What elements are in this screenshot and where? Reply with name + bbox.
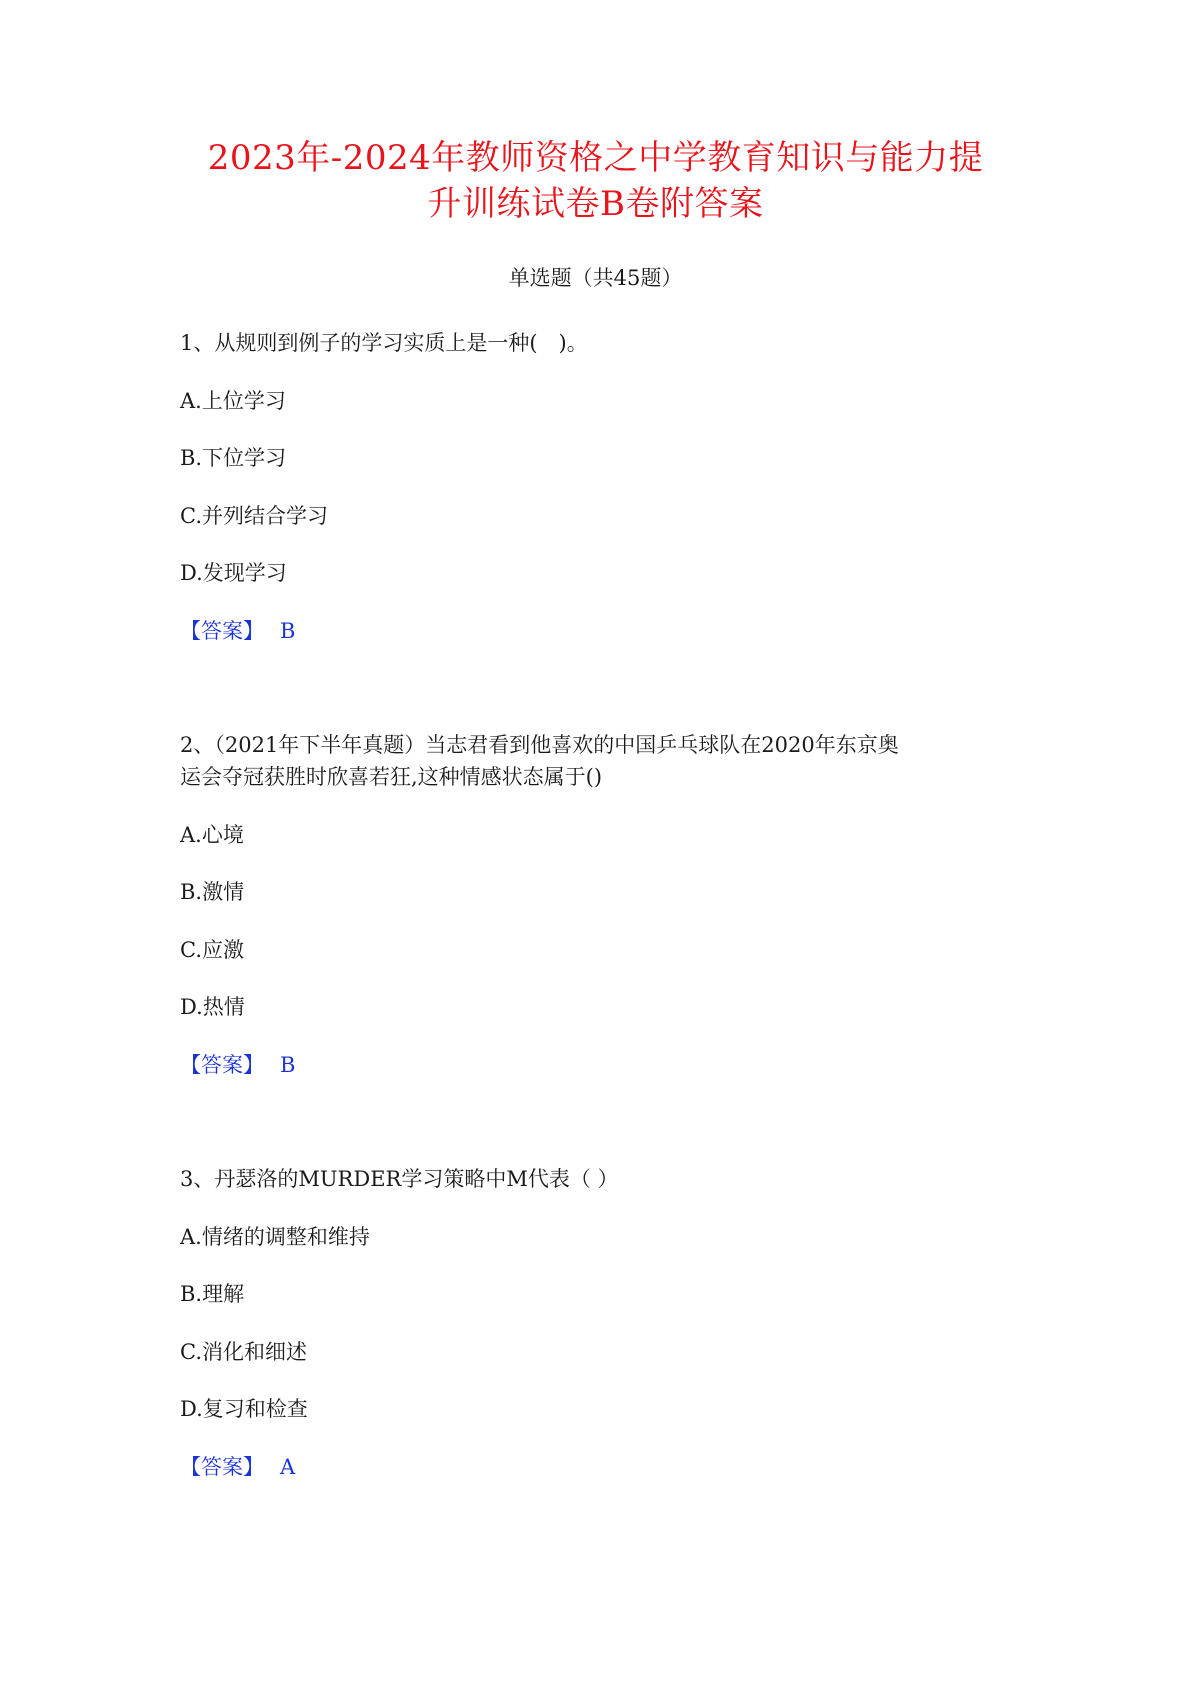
question-1-option-d: D.发现学习 <box>180 561 287 585</box>
question-3-option-a: A.情绪的调整和维持 <box>180 1225 370 1249</box>
question-2-option-d: D.热情 <box>180 995 245 1019</box>
answer-value: B <box>280 1053 296 1077</box>
question-2-answer <box>180 1050 295 1080</box>
question-2-stem-line-1: 2、（2021年下半年真题）当志君看到他喜欢的中国乒乓球队在2020年东京奥 <box>180 733 899 757</box>
question-2-option-a: A.心境 <box>180 823 244 847</box>
question-1-stem: 1、从规则到例子的学习实质上是一种( )。 <box>180 331 588 355</box>
question-3-answer <box>180 1452 295 1482</box>
document-title-line-1: 2023年-2024年教师资格之中学教育知识与能力提 <box>207 138 984 178</box>
question-2-stem-line-2: 运会夺冠获胜时欣喜若狂,这种情感状态属于() <box>180 765 603 789</box>
section-heading: 单选题（共45题） <box>508 266 683 290</box>
question-1-option-b: B.下位学习 <box>180 446 287 470</box>
question-3-option-c: C.消化和细述 <box>180 1340 307 1364</box>
question-2-option-c: C.应激 <box>180 938 244 962</box>
answer-label: 【答案】 <box>180 1455 264 1479</box>
question-1-option-a: A.上位学习 <box>180 389 286 413</box>
answer-label: 【答案】 <box>180 619 264 643</box>
question-3-option-b: B.理解 <box>180 1282 245 1306</box>
document-title-line-2: 升训练试卷B卷附答案 <box>427 184 764 224</box>
answer-value: B <box>280 619 296 643</box>
question-2-option-b: B.激情 <box>180 880 245 904</box>
question-3-option-d: D.复习和检查 <box>180 1397 308 1421</box>
question-1-option-c: C.并列结合学习 <box>180 504 328 528</box>
answer-value: A <box>280 1455 296 1479</box>
question-3-stem: 3、丹瑟洛的MURDER学习策略中M代表（ ） <box>180 1167 619 1191</box>
answer-label: 【答案】 <box>180 1053 264 1077</box>
question-1-answer <box>180 616 295 646</box>
